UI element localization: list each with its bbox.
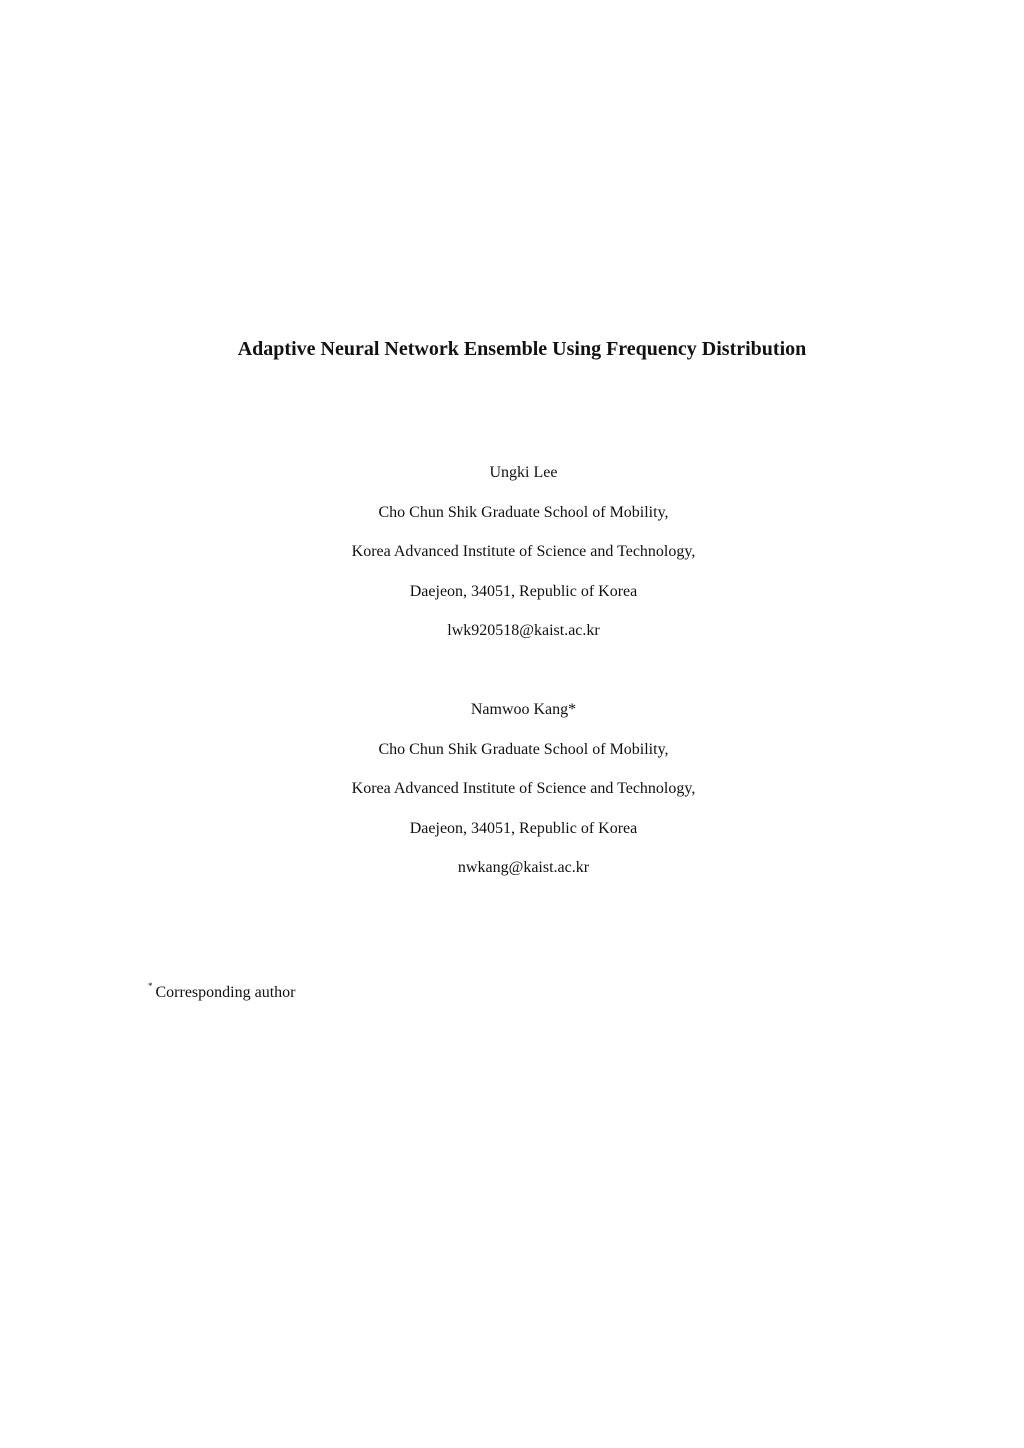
author-name: Ungki Lee [489, 464, 558, 481]
author-address: Daejeon, 34051, Republic of Korea [409, 819, 638, 837]
footnote-marker: * [148, 981, 153, 991]
corresponding-author-footnote [148, 976, 295, 1003]
author-block-1 [0, 463, 1024, 661]
author-affiliation-institute: Korea Advanced Institute of Science and Technology, [351, 543, 696, 560]
author-name: Namwoo Kang* [470, 701, 577, 718]
author-address: Daejeon, 34051, Republic of Korea [409, 582, 638, 600]
author-affiliation-school: Cho Chun Shik Graduate School of Mobility, [378, 740, 669, 758]
paper-title: Adaptive Neural Network Ensemble Using Frequency Distribution [237, 338, 807, 360]
author-block-2 [0, 700, 1024, 898]
author-email: lwk920518@kaist.ac.kr [447, 622, 600, 639]
author-affiliation-school: Cho Chun Shik Graduate School of Mobility, [378, 503, 669, 521]
author-affiliation-institute: Korea Advanced Institute of Science and Technology, [351, 780, 696, 797]
footnote-text: Corresponding author [155, 984, 296, 1001]
author-email: nwkang@kaist.ac.kr [457, 859, 590, 876]
